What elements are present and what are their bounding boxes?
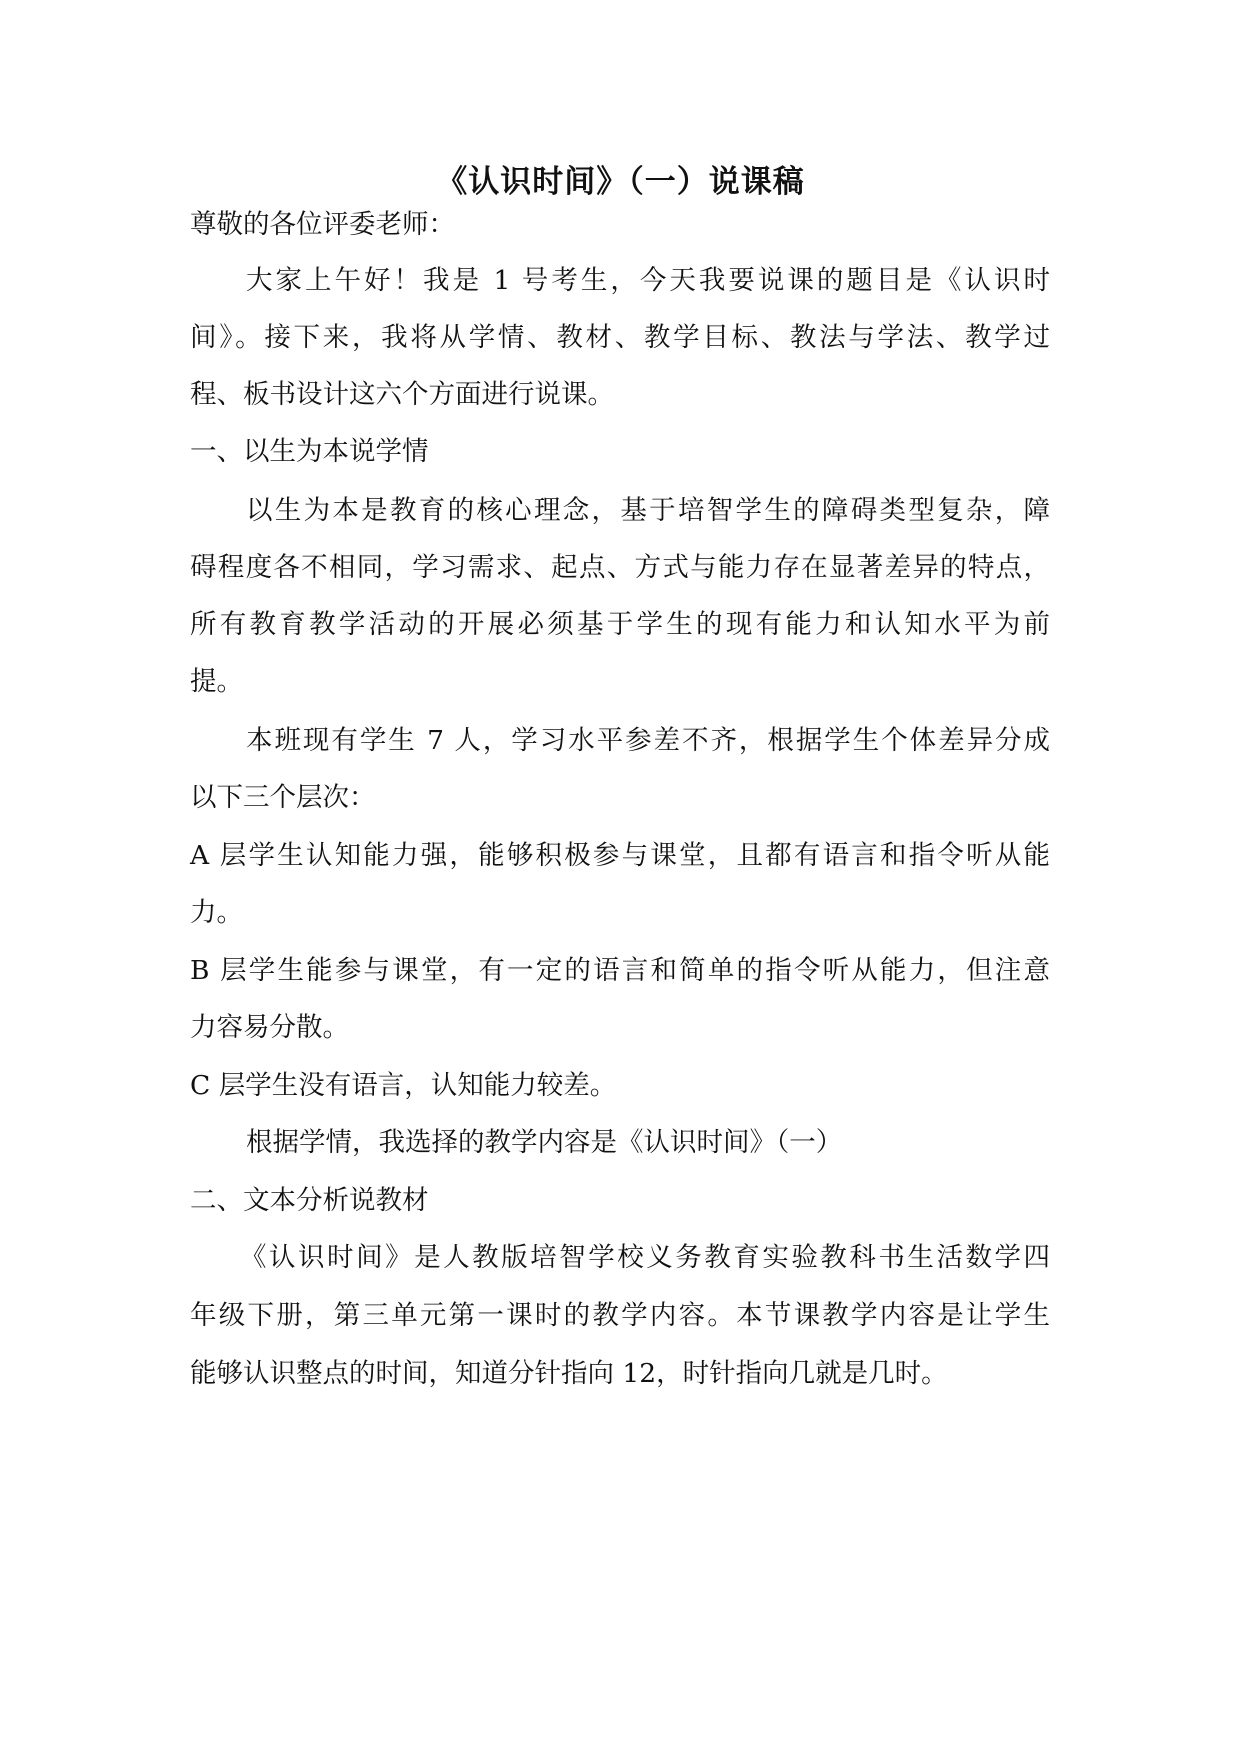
paragraph-line: 所有教育教学活动的开展必须基于学生的现有能力和认知水平为前 [190,609,1050,640]
document-title: 《认识时间》（一）说课稿 [436,164,805,200]
paragraph-line: 碍程度各不相同，学习需求、起点、方式与能力存在显著差异的特点， [190,552,1050,583]
paragraph-line: 程、板书设计这六个方面进行说课。 [190,379,614,410]
paragraph-line: 根据学情，我选择的教学内容是《认识时间》（一） [246,1127,843,1158]
level-a-line: A 层学生认知能力强，能够积极参与课堂，且都有语言和指令听从能 [190,840,1050,871]
paragraph-line: 年级下册，第三单元第一课时的教学内容。本节课教学内容是让学生 [190,1300,1050,1331]
paragraph-line: 《认识时间》是人教版培智学校义务教育实验教科书生活数学四 [240,1242,1050,1273]
salutation: 尊敬的各位评委老师： [190,209,455,240]
paragraph-line: 以下三个层次： [190,782,376,813]
paragraph-line: 以生为本是教育的核心理念，基于培智学生的障碍类型复杂，障 [246,495,1050,526]
paragraph-line: 大家上午好！我是 1 号考生，今天我要说课的题目是《认识时 [246,265,1050,296]
level-a-line: 力。 [190,897,243,928]
paragraph-line: 本班现有学生 7 人，学习水平参差不齐，根据学生个体差异分成 [246,725,1050,756]
level-b-line: B 层学生能参与课堂，有一定的语言和简单的指令听从能力，但注意 [190,955,1050,986]
level-b-line: 力容易分散。 [190,1012,349,1043]
section-heading-2: 二、文本分析说教材 [190,1185,429,1216]
paragraph-line: 间》。接下来，我将从学情、教材、教学目标、教法与学法、教学过 [190,322,1050,353]
paragraph-line: 能够认识整点的时间，知道分针指向 12，时针指向几就是几时。 [190,1358,948,1389]
paragraph-line: 提。 [190,666,243,697]
section-heading-1: 一、以生为本说学情 [190,436,429,467]
level-c-line: C 层学生没有语言，认知能力较差。 [190,1070,617,1101]
